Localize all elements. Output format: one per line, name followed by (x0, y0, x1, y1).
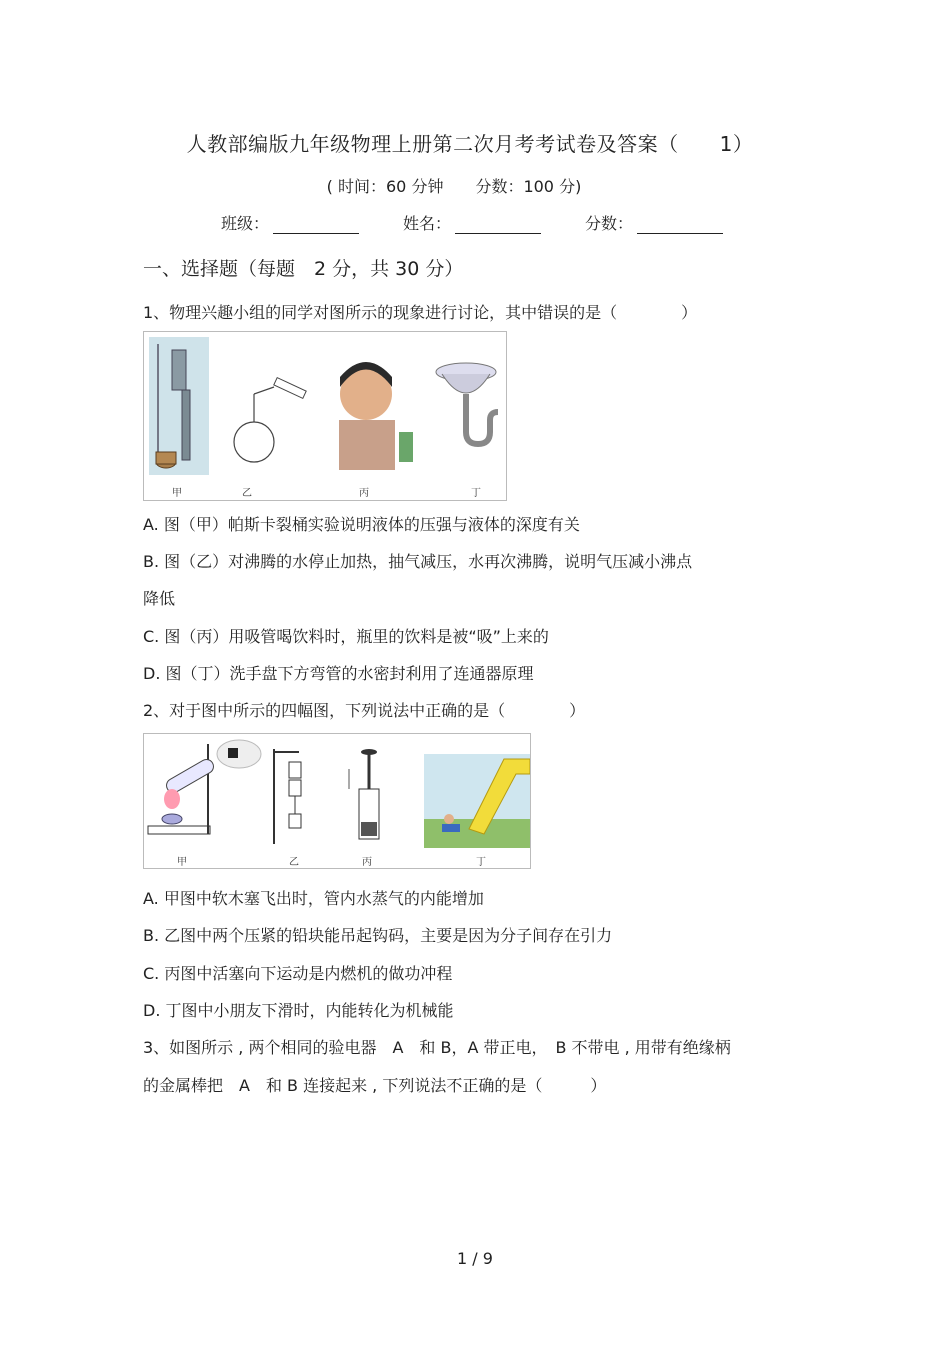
exam-time-score: ( 时间：60 分钟 分数：100 分) (326, 177, 582, 196)
figure-2-caption-d: 丁 (476, 857, 486, 868)
figure-1-caption-a: 甲 (172, 488, 182, 499)
question-2-figure-illustration (144, 734, 530, 868)
name-label: 姓名： (403, 214, 452, 233)
question-1-option-b-continued: 降低 (143, 589, 176, 608)
question-1-option-a: A. 图（甲）帕斯卡裂桶实验说明液体的压强与液体的深度有关 (143, 515, 580, 534)
question-1-option-d: D. 图（丁）洗手盘下方弯管的水密封利用了连通器原理 (143, 664, 534, 683)
question-2-stem: 2、对于图中所示的四幅图，下列说法中正确的是（ ） (143, 701, 586, 720)
class-field (221, 211, 359, 234)
score-field (585, 211, 723, 234)
figure-1-caption-b: 乙 (242, 488, 252, 499)
exam-title: 人教部编版九年级物理上册第二次月考考试卷及答案（ 1） (186, 132, 754, 156)
question-3-line-2: 的金属棒把 A 和 B 连接起来 , 下列说法不正确的是（ ） (143, 1076, 607, 1095)
score-blank[interactable] (637, 215, 723, 234)
question-2-option-c: C. 丙图中活塞向下运动是内燃机的做功冲程 (143, 964, 453, 983)
figure-2-caption-b: 乙 (289, 857, 299, 868)
question-2-option-d: D. 丁图中小朋友下滑时，内能转化为机械能 (143, 1001, 454, 1020)
figure-1-caption-d: 丁 (471, 488, 481, 499)
question-1-option-b: B. 图（乙）对沸腾的水停止加热，抽气减压，水再次沸腾，说明气压减小沸点 (143, 552, 693, 571)
question-2-option-a: A. 甲图中软木塞飞出时，管内水蒸气的内能增加 (143, 889, 484, 908)
class-label: 班级： (221, 214, 270, 233)
lead-block-top (289, 762, 301, 778)
name-field (403, 211, 541, 234)
name-blank[interactable] (455, 215, 541, 234)
question-2-figure (143, 733, 531, 869)
figure-1-caption-c: 丙 (359, 488, 369, 499)
figure-2-caption-a: 甲 (177, 857, 187, 868)
figure-2-caption-c: 丙 (362, 857, 372, 868)
section-heading: 一、选择题（每题 2 分，共 30 分） (143, 258, 464, 280)
question-1-option-c: C. 图（丙）用吸管喝饮料时，瓶里的饮料是被“吸”上来的 (143, 627, 549, 646)
question-2-option-b: B. 乙图中两个压紧的铅块能吊起钩码，主要是因为分子间存在引力 (143, 926, 613, 945)
class-blank[interactable] (273, 215, 359, 234)
question-1-stem: 1、物理兴趣小组的同学对图所示的现象进行讨论，其中错误的是（ ） (143, 303, 698, 322)
lead-block-bottom (289, 780, 301, 796)
question-1-figure (143, 331, 507, 501)
question-1-figure-illustration (144, 332, 506, 500)
score-label: 分数： (585, 214, 634, 233)
flask-shape (234, 422, 274, 462)
page-number: 1 / 9 (457, 1249, 493, 1268)
question-3-line-1: 3、如图所示 , 两个相同的验电器 A 和 B，A 带正电， B 不带电 , 用带有绝缘柄 (143, 1038, 731, 1057)
